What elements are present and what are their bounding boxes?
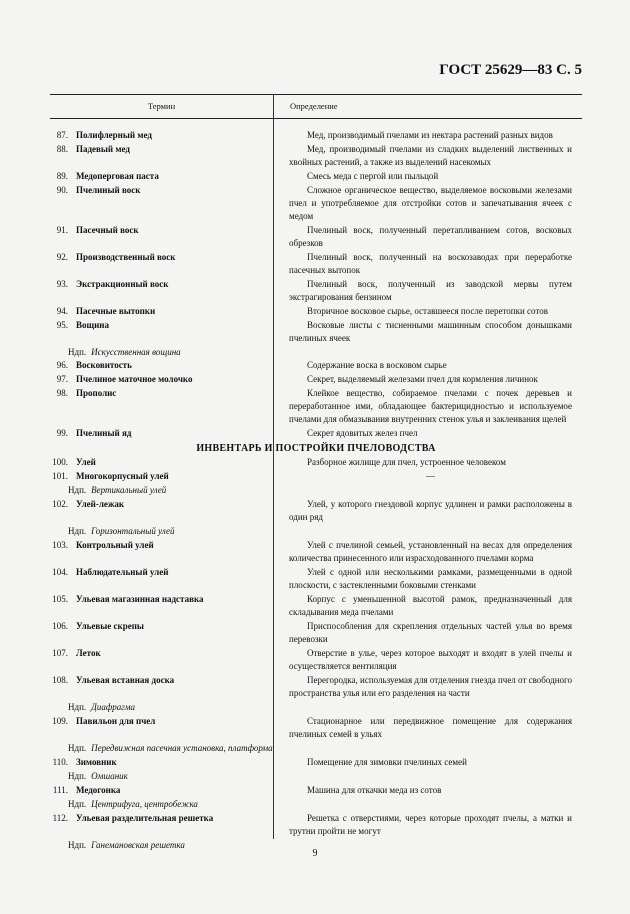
term-cell xyxy=(50,620,273,646)
ndp-label: Ндп. xyxy=(68,702,87,712)
term-name: Производственный воск xyxy=(76,252,176,262)
definition-text: Пчелиный воск, полученный из заводской мервы путем экстрагирования бензином xyxy=(289,279,572,302)
table-row xyxy=(50,784,582,797)
definition-text: Корпус с уменьшенной высотой рамок, предназначенный для складывания меда пчелами xyxy=(289,594,572,617)
term-number: 101. xyxy=(52,471,68,481)
table-row xyxy=(50,566,582,592)
definition-cell xyxy=(289,525,572,538)
table-row xyxy=(50,184,582,223)
term-number: 87. xyxy=(56,130,68,140)
term-name: Полифлерный мед xyxy=(76,130,152,140)
definition-text: Улей, у которого гнездовой корпус удлинен и рамки расположены в один ряд xyxy=(289,499,572,522)
table-header xyxy=(50,94,582,119)
term-cell xyxy=(50,278,273,304)
table-row xyxy=(50,143,582,169)
definition-cell xyxy=(289,770,572,783)
definition-cell xyxy=(289,701,572,714)
term-number: 91. xyxy=(56,225,68,235)
definition-cell xyxy=(289,427,572,440)
table-row xyxy=(50,647,582,673)
table-row xyxy=(50,812,582,838)
ndp-term: Центрифуга, центробежка xyxy=(91,799,198,809)
term-name: Прополис xyxy=(76,388,117,398)
table-row-ndp xyxy=(50,346,582,359)
term-name: Пчелиный яд xyxy=(76,428,132,438)
term-cell xyxy=(50,470,273,483)
definition-text: Машина для откачки меда из сотов xyxy=(307,785,442,795)
definition-cell xyxy=(289,620,572,646)
definition-cell xyxy=(289,798,572,811)
term-number: 103. xyxy=(52,540,68,550)
term-number: 106. xyxy=(52,621,68,631)
definition-cell xyxy=(289,784,572,797)
definition-cell xyxy=(289,387,572,426)
term-cell xyxy=(50,770,273,783)
term-name: Ульевые скрепы xyxy=(76,621,144,631)
term-name: Зимовник xyxy=(76,757,117,767)
table-row xyxy=(50,129,582,142)
term-name: Медоперговая паста xyxy=(76,171,159,181)
ndp-term: Передвижная пасечная установка, платформа xyxy=(91,743,273,753)
definition-text: Восковые листы с тисненными машинным способом донышками пчелиных ячеек xyxy=(289,320,572,343)
definition-cell xyxy=(289,129,572,142)
table-row xyxy=(50,539,582,565)
term-number: 89. xyxy=(56,171,68,181)
table-row xyxy=(50,359,582,372)
term-number: 96. xyxy=(56,360,68,370)
term-cell xyxy=(50,647,273,673)
definition-cell xyxy=(289,456,572,469)
definition-text: Решетка с отверстиями, через которые проходят пчелы, а матки и трутни пройти не могут xyxy=(289,813,572,836)
term-cell xyxy=(50,701,273,714)
definition-cell xyxy=(289,742,572,755)
table-row xyxy=(50,305,582,318)
term-number: 99. xyxy=(56,428,68,438)
ndp-label: Ндп. xyxy=(68,485,87,495)
term-name: Пасечные вытопки xyxy=(76,306,156,316)
term-cell xyxy=(50,224,273,250)
term-number: 100. xyxy=(52,457,68,467)
term-cell xyxy=(50,319,273,345)
table-row xyxy=(50,620,582,646)
definition-cell xyxy=(289,143,572,169)
definition-cell xyxy=(289,278,572,304)
term-name: Наблюдательный улей xyxy=(76,567,169,577)
term-cell xyxy=(50,812,273,838)
section-title: ИНВЕНТАРЬ И ПОСТРОЙКИ ПЧЕЛОВОДСТВА xyxy=(196,443,436,454)
term-number: 94. xyxy=(56,306,68,316)
term-number: 90. xyxy=(56,185,68,195)
table-row xyxy=(50,170,582,183)
term-name: Падевый мед xyxy=(76,144,130,154)
term-name: Улей-лежак xyxy=(76,499,125,509)
term-number: 107. xyxy=(52,648,68,658)
term-cell xyxy=(50,143,273,169)
definition-text: Приспособления для скрепления отдельных частей улья во время перевозки xyxy=(289,621,572,644)
term-cell xyxy=(50,251,273,277)
definition-cell xyxy=(289,184,572,223)
table-row xyxy=(50,498,582,524)
term-number: 108. xyxy=(52,675,68,685)
definition-text: Стационарное или передвижное помещение для содержания пчелиных семей в ульях xyxy=(289,716,572,739)
ndp-term: Искусственная вощина xyxy=(91,347,181,357)
term-cell xyxy=(50,359,273,372)
term-number: 109. xyxy=(52,716,68,726)
definition-text: Улей с пчелиной семьей, установленный на весах для определения количества принесенного или израсходованного пчелами корма xyxy=(289,540,572,563)
term-number: 111. xyxy=(52,785,68,795)
definition-text: Мед, производимый пчелами из сладких выделений лиственных и хвойных растений, а также из выделений насекомых xyxy=(289,144,572,167)
definition-cell xyxy=(289,484,572,497)
ndp-term: Диафрагма xyxy=(91,702,136,712)
term-number: 102. xyxy=(52,499,68,509)
ndp-label: Ндп. xyxy=(68,771,87,781)
table-row xyxy=(50,715,582,741)
table-row xyxy=(50,278,582,304)
ndp-label: Ндп. xyxy=(68,347,87,357)
term-name: Вощина xyxy=(76,320,109,330)
definition-text: Сложное органическое вещество, выделяемое восковыми железами пчел и употребляемое для отстройки сотов и запечатывания ячеек с медом xyxy=(289,185,572,221)
term-cell xyxy=(50,129,273,142)
table-row xyxy=(50,470,582,483)
term-cell xyxy=(50,593,273,619)
definition-text: Улей с одной или несколькими рамками, размещенными в одной плоскости, с застекленными боковыми стенками xyxy=(289,567,572,590)
ndp-label: Ндп. xyxy=(68,840,87,850)
term-cell xyxy=(50,742,273,755)
term-name: Ульевая магазинная надставка xyxy=(76,594,204,604)
table-row xyxy=(50,224,582,250)
ndp-term: Ганемановская решетка xyxy=(91,840,185,850)
table-row-ndp xyxy=(50,484,582,497)
definition-text: Пчелиный воск, полученный перетапливанием сотов, восковых обрезков xyxy=(289,225,572,248)
definition-text: Вторичное восковое сырье, оставшееся после перетопки сотов xyxy=(307,306,548,316)
definition-cell xyxy=(289,373,572,386)
term-cell xyxy=(50,498,273,524)
definition-text: Секрет, выделяемый железами пчел для кормления личинок xyxy=(307,374,538,384)
definition-text: Разборное жилище для пчел, устроенное человеком xyxy=(307,457,506,467)
term-number: 97. xyxy=(56,374,68,384)
term-number: 110. xyxy=(52,757,68,767)
definition-cell xyxy=(289,715,572,741)
term-number: 95. xyxy=(56,320,68,330)
definition-text: Клейкое вещество, собираемое пчелами с почек деревьев и переработанное ими, обладающее бактерицидностью и используемое пчелами для обмазывания внутренних стенок улья и заклеивания щелей xyxy=(289,388,572,424)
table-row xyxy=(50,373,582,386)
document-header: ГОСТ 25629—83 С. 5 xyxy=(439,62,582,78)
definition-cell xyxy=(289,539,572,565)
table-row xyxy=(50,593,582,619)
table-row-ndp xyxy=(50,798,582,811)
ndp-label: Ндп. xyxy=(68,799,87,809)
term-cell xyxy=(50,525,273,538)
definition-cell xyxy=(289,251,572,277)
term-name: Ульевая вставная доска xyxy=(76,675,175,685)
term-cell xyxy=(50,387,273,426)
term-number: 105. xyxy=(52,594,68,604)
term-name: Леток xyxy=(76,648,101,658)
term-number: 88. xyxy=(56,144,68,154)
definition-text: Пчелиный воск, полученный на воскозаводах при переработке пасечных вытопок xyxy=(289,252,572,275)
term-number: 104. xyxy=(52,567,68,577)
term-cell xyxy=(50,305,273,318)
table-row xyxy=(50,251,582,277)
term-number: 112. xyxy=(52,813,68,823)
definition-text: Мед, производимый пчелами из нектара растений разных видов xyxy=(307,130,553,140)
table-row xyxy=(50,756,582,769)
terms-table xyxy=(50,129,582,853)
term-name: Пчелиное маточное молочко xyxy=(76,374,193,384)
term-column-header: Термин xyxy=(147,101,176,111)
term-number: 98. xyxy=(56,388,68,398)
table-row-ndp xyxy=(50,525,582,538)
term-number: 92. xyxy=(56,252,68,262)
term-number: 93. xyxy=(56,279,68,289)
ndp-label: Ндп. xyxy=(68,526,87,536)
term-cell xyxy=(50,674,273,700)
ndp-label: Ндп. xyxy=(68,743,87,753)
term-name: Пасечный воск xyxy=(76,225,139,235)
definition-cell xyxy=(289,319,572,345)
definition-text: — xyxy=(426,471,435,481)
definition-cell xyxy=(289,566,572,592)
table-row xyxy=(50,427,582,440)
definition-column-header: Определение xyxy=(290,101,338,111)
ndp-term: Горизонтальный улей xyxy=(91,526,175,536)
term-cell xyxy=(50,373,273,386)
ndp-term: Омшаник xyxy=(91,771,128,781)
term-name: Восковитость xyxy=(76,360,132,370)
table-row-ndp xyxy=(50,701,582,714)
term-name: Улей xyxy=(76,457,96,467)
term-name: Контрольный улей xyxy=(76,540,154,550)
term-cell xyxy=(50,427,273,440)
term-name: Ульевая разделительная решетка xyxy=(76,813,214,823)
definition-cell xyxy=(289,470,572,483)
table-row xyxy=(50,674,582,700)
term-name: Пчелиный воск xyxy=(76,185,141,195)
table-row-ndp xyxy=(50,742,582,755)
definition-text: Содержание воска в восковом сырье xyxy=(307,360,447,370)
definition-text: Секрет ядовитых желез пчел xyxy=(307,428,418,438)
term-name: Павильон для пчел xyxy=(76,716,156,726)
term-cell xyxy=(50,798,273,811)
definition-text: Помещение для зимовки пчелиных семей xyxy=(307,757,467,767)
definition-cell xyxy=(289,756,572,769)
term-cell xyxy=(50,539,273,565)
table-row-ndp xyxy=(50,770,582,783)
table-row xyxy=(50,456,582,469)
term-cell xyxy=(50,784,273,797)
term-cell xyxy=(50,170,273,183)
term-cell xyxy=(50,566,273,592)
page-number: 9 xyxy=(312,848,318,859)
definition-cell xyxy=(289,359,572,372)
definition-cell xyxy=(289,170,572,183)
definition-cell xyxy=(289,812,572,838)
table-row xyxy=(50,387,582,426)
definition-text: Смесь меда с пергой или пыльцой xyxy=(307,171,439,181)
term-cell xyxy=(50,715,273,741)
term-name: Многокорпусный улей xyxy=(76,471,169,481)
definition-cell xyxy=(289,305,572,318)
definition-cell xyxy=(289,224,572,250)
ndp-term: Вертикальный улей xyxy=(91,485,167,495)
term-cell xyxy=(50,484,273,497)
definition-cell xyxy=(289,674,572,700)
table-row xyxy=(50,319,582,345)
definition-cell xyxy=(289,498,572,524)
definition-cell xyxy=(289,593,572,619)
definition-text: Отверстие в улье, через которое выходят и входят в улей пчелы и осуществляется вентиляция xyxy=(289,648,572,671)
term-name: Медогонка xyxy=(76,785,121,795)
term-name: Экстракционный воск xyxy=(76,279,169,289)
definition-cell xyxy=(289,647,572,673)
term-cell xyxy=(50,456,273,469)
term-cell xyxy=(50,184,273,223)
definition-text: Перегородка, используемая для отделения гнезда пчел от свободного пространства улья или его разделения на части xyxy=(289,675,572,698)
term-cell xyxy=(50,756,273,769)
